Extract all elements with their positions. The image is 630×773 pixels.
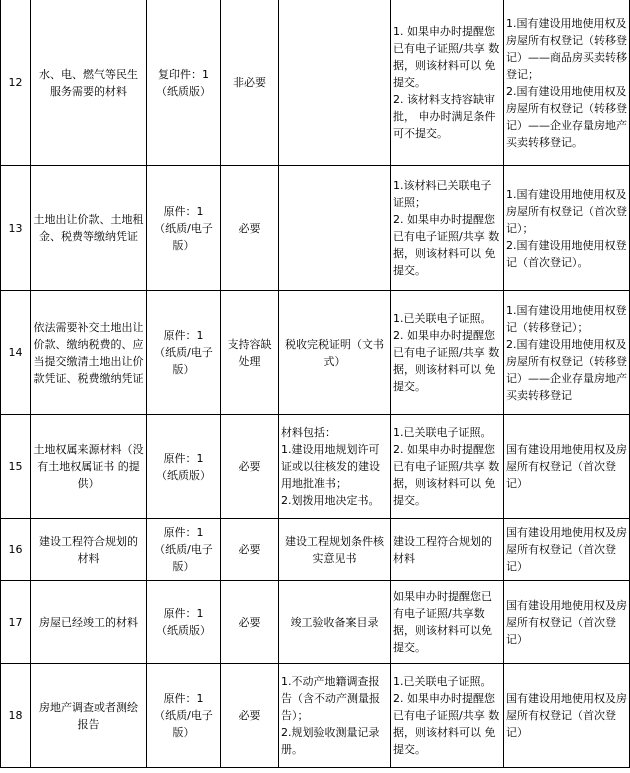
table-row xyxy=(1,519,630,581)
submission-hint: 1. 如果申办时提醒您 已有电子证照/共享 数据，则该材料可以 免提交。 2. 该材料支持容缺审 批， 申办时满足条件 可不提交。 xyxy=(391,0,504,166)
table-row xyxy=(1,415,630,519)
material-name: 土地权属来源材料（没有土地权属证书 的提供） xyxy=(31,415,147,519)
row-number: 16 xyxy=(1,519,31,581)
applicable-scope: 国有建设用地使用权及房屋所有权登记（首次登记） xyxy=(504,519,630,581)
row-number: 17 xyxy=(1,581,31,664)
table-row xyxy=(1,166,630,291)
row-number: 15 xyxy=(1,415,31,519)
applicable-scope: 国有建设用地使用权及房屋所有权登记（首次登记） xyxy=(504,415,630,519)
material-notes: 税收完税证明（文书式） xyxy=(279,291,391,415)
submission-hint: 如果申办时提醒您已 有电子证照/共享数 据，则该材料可以免 提交。 xyxy=(391,581,504,664)
required-flag: 支持容缺处理 xyxy=(221,291,279,415)
applicable-scope: 1.国有建设用地使用权及房屋所有权登记（转移登记）——商品房买卖转移登记； 2.国有建设用地使用权及房屋所有权登记（转移登记）——企业存量房地产买卖转移登记。 xyxy=(504,0,630,166)
row-number: 18 xyxy=(1,664,31,768)
material-name: 房地产调查或者测绘 报告 xyxy=(31,664,147,768)
material-notes: 材料包括： 1.建设用地规划许可证或以往核发的建设用地批准书； 2.划拨用地决定书。 xyxy=(279,415,391,519)
material-form: 原件：1 （纸质版） xyxy=(147,415,221,519)
submission-hint: 1.已关联电子证照。 2. 如果申办时提醒您 已有电子证照/共享 数据，则该材料可以 免提交。 xyxy=(391,664,504,768)
required-flag: 必要 xyxy=(221,166,279,291)
table-row xyxy=(1,291,630,415)
row-number: 12 xyxy=(1,0,31,166)
material-name: 房屋已经竣工的材料 xyxy=(31,581,147,664)
required-flag: 必要 xyxy=(221,664,279,768)
material-name: 水、电、燃气等民生 服务需要的材料 xyxy=(31,0,147,166)
material-name: 建设工程符合规划的 材料 xyxy=(31,519,147,581)
applicable-scope: 1.国有建设用地使用权登记（转移登记）； 2.国有建设用地使用权及房屋所有权登记（转移登记）——企业存量房地产买卖转移登记 xyxy=(504,291,630,415)
table-row xyxy=(1,581,630,664)
required-flag: 必要 xyxy=(221,415,279,519)
submission-hint: 建设工程符合规划的 材料 xyxy=(391,519,504,581)
material-form: 原件：1 （纸质/电子版） xyxy=(147,519,221,581)
required-flag: 必要 xyxy=(221,519,279,581)
material-form: 复印件：1 （纸质版） xyxy=(147,0,221,166)
row-number: 14 xyxy=(1,291,31,415)
submission-hint: 1.已关联电子证照。 2. 如果申办时提醒您 已有电子证照/共享 数据，则该材料可以 免提交。 xyxy=(391,415,504,519)
material-notes xyxy=(279,0,391,166)
material-form: 原件：1 （纸质/电子版） xyxy=(147,166,221,291)
material-name: 依法需要补交土地出让价款、缴纳税费的、应当提交缴清土地出让价款凭证、税费缴纳凭证 xyxy=(31,291,147,415)
material-form: 原件：1 （纸质/电子版） xyxy=(147,664,221,768)
submission-hint: 1.该材料已关联电子 证照； 2. 如果申办时提醒您 已有电子证照/共享 数据，则该材料可以 免提交。 xyxy=(391,166,504,291)
material-notes: 建设工程规划条件核实意见书 xyxy=(279,519,391,581)
submission-hint: 1.已关联电子证照。 2. 如果申办时提醒您 已有电子证照/共享 数据，则该材料可以 免提交。 xyxy=(391,291,504,415)
table-row xyxy=(1,664,630,768)
material-name: 土地出让价款、土地租金、税费等缴纳凭证 xyxy=(31,166,147,291)
material-form: 原件：1 （纸质/电子版） xyxy=(147,291,221,415)
material-notes xyxy=(279,166,391,291)
applicable-scope: 1.国有建设用地使用权及房屋所有权登记（首次登记）； 2.国有建设用地使用权登记（首次登记）。 xyxy=(504,166,630,291)
applicable-scope: 国有建设用地使用权及房屋所有权登记（首次登记） xyxy=(504,581,630,664)
required-flag: 必要 xyxy=(221,581,279,664)
row-number: 13 xyxy=(1,166,31,291)
material-notes: 竣工验收备案目录 xyxy=(279,581,391,664)
required-flag: 非必要 xyxy=(221,0,279,166)
table-row xyxy=(1,0,630,166)
material-notes: 1.不动产地籍调查报告（含不动产测量报告）； 2.规划验收测量记录册。 xyxy=(279,664,391,768)
applicable-scope: 国有建设用地使用权及房屋所有权登记（首次登记） xyxy=(504,664,630,768)
material-form: 原件：1 （纸质版） xyxy=(147,581,221,664)
